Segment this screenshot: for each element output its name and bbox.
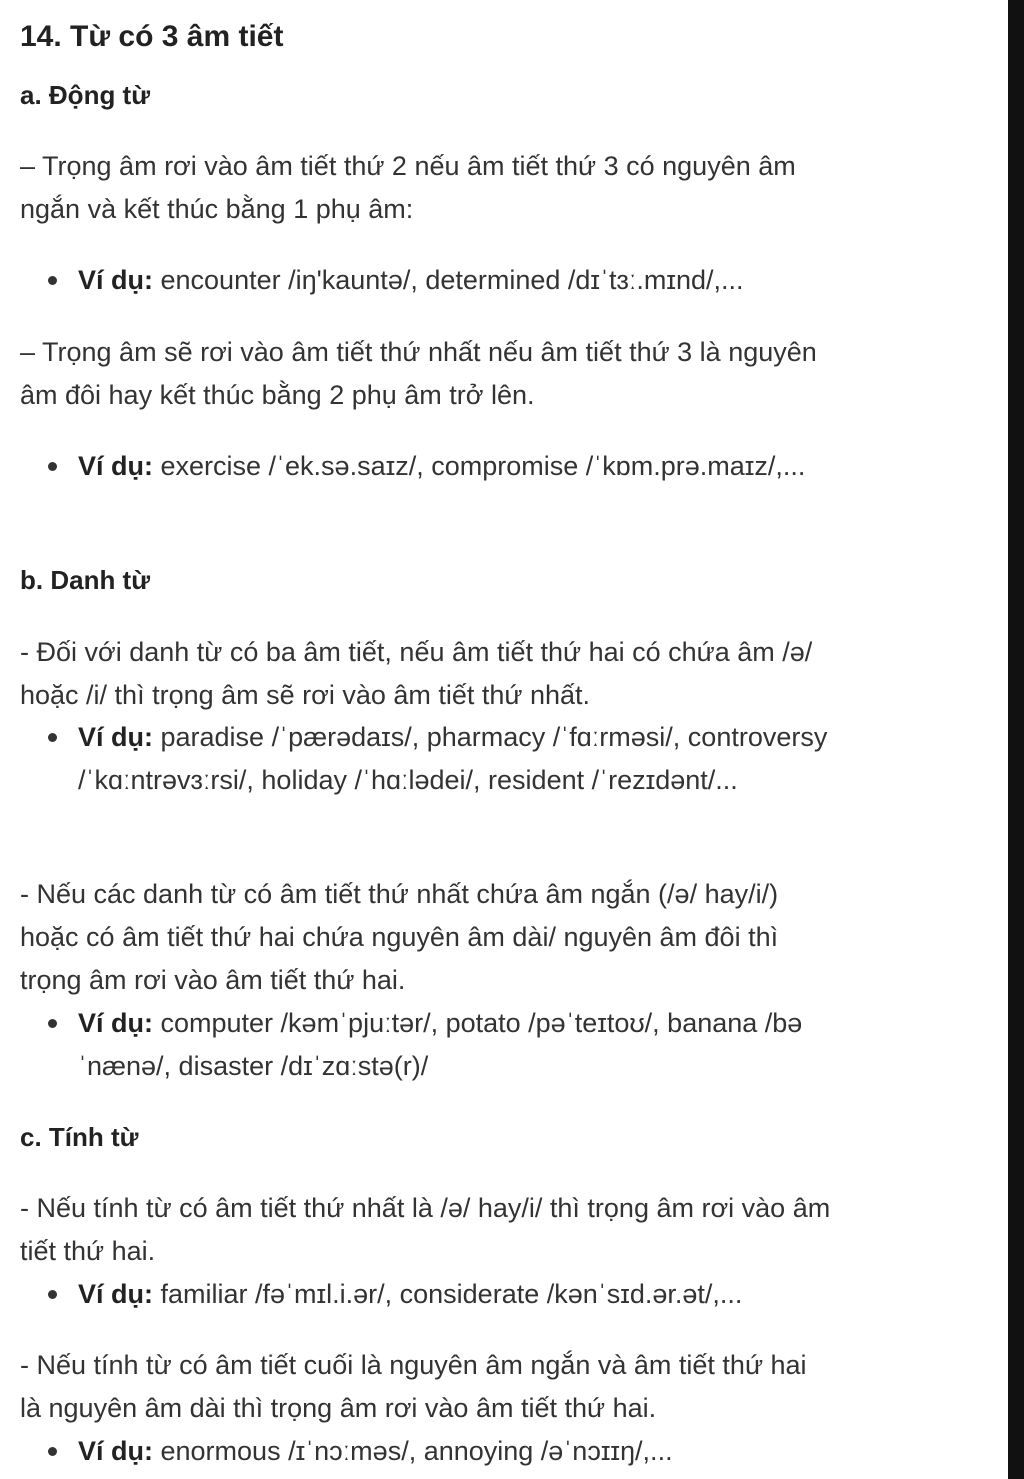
- example-label: Ví dụ:: [78, 722, 153, 752]
- bullet-icon: [48, 1019, 57, 1028]
- example-label: Ví dụ:: [78, 1279, 153, 1309]
- example-label: Ví dụ:: [78, 1008, 153, 1038]
- bullet-icon: [48, 462, 57, 471]
- window-edge: [1008, 0, 1024, 1479]
- example-text: paradise /ˈpærədaɪs/, pharmacy /ˈfɑːrməsi/, controversy /ˈkɑːntrəvɜːrsi/, holiday /ˈhɑːlədei/, resident /ˈrezɪdənt/...: [78, 722, 828, 795]
- rule-paragraph: – Trọng âm sẽ rơi vào âm tiết thứ nhất nếu âm tiết thứ 3 là nguyên âm đôi hay kết thúc bằng 2 phụ âm trở lên.: [20, 337, 817, 410]
- example-list: [20, 259, 838, 302]
- example-item: [78, 716, 838, 802]
- example-list: [20, 1273, 838, 1316]
- example-text: exercise /ˈek.sə.saɪz/, compromise /ˈkɒm.prə.maɪz/,...: [153, 451, 806, 481]
- example-item: [78, 1002, 838, 1088]
- section-heading-nouns: b. Danh từ: [20, 565, 151, 595]
- bullet-icon: [48, 733, 57, 742]
- example-list: [20, 1002, 838, 1088]
- example-item: [78, 445, 838, 488]
- example-list: [20, 445, 838, 488]
- example-item: [78, 1430, 838, 1473]
- example-item: [78, 1273, 838, 1316]
- example-text: computer /kəmˈpjuːtər/, potato /pəˈteɪtoʊ/, banana /bəˈnænə/, disaster /dɪˈzɑːstə(r)/: [78, 1008, 803, 1081]
- section-heading-verbs: a. Động từ: [20, 80, 151, 110]
- rule-paragraph: - Nếu tính từ có âm tiết thứ nhất là /ə/ hay/i/ thì trọng âm rơi vào âm tiết thứ hai.: [20, 1193, 831, 1266]
- example-text: encounter /iŋ'kauntə/, determined /dɪˈtɜː.mɪnd/,...: [153, 265, 744, 295]
- example-item: [78, 259, 838, 302]
- example-list: [20, 716, 838, 802]
- page-title: 14. Từ có 3 âm tiết: [20, 20, 284, 53]
- bullet-icon: [48, 1290, 57, 1299]
- rule-paragraph: – Trọng âm rơi vào âm tiết thứ 2 nếu âm tiết thứ 3 có nguyên âm ngắn và kết thúc bằng 1 phụ âm:: [20, 151, 796, 224]
- example-label: Ví dụ:: [78, 265, 153, 295]
- rule-paragraph: - Nếu tính từ có âm tiết cuối là nguyên âm ngắn và âm tiết thứ hai là nguyên âm dài thì trọng âm rơi vào âm tiết thứ hai.: [20, 1350, 807, 1423]
- section-heading-adjectives: c. Tính từ: [20, 1122, 139, 1152]
- rule-paragraph: - Đối với danh từ có ba âm tiết, nếu âm tiết thứ hai có chứa âm /ə/ hoặc /i/ thì trọng âm sẽ rơi vào âm tiết thứ nhất.: [20, 637, 813, 710]
- example-list: [20, 1430, 838, 1473]
- example-label: Ví dụ:: [78, 451, 153, 481]
- example-text: familiar /fəˈmɪl.i.ər/, considerate /kənˈsɪd.ər.ət/,...: [153, 1279, 743, 1309]
- rule-paragraph: - Nếu các danh từ có âm tiết thứ nhất chứa âm ngắn (/ə/ hay/i/) hoặc có âm tiết thứ hai chứa nguyên âm dài/ nguyên âm đôi thì trọng âm rơi vào âm tiết thứ hai.: [20, 879, 779, 995]
- bullet-icon: [48, 276, 57, 285]
- example-text: enormous /ɪˈnɔːməs/, annoying /əˈnɔɪɪŋ/,...: [153, 1436, 673, 1466]
- bullet-icon: [48, 1447, 57, 1456]
- example-label: Ví dụ:: [78, 1436, 153, 1466]
